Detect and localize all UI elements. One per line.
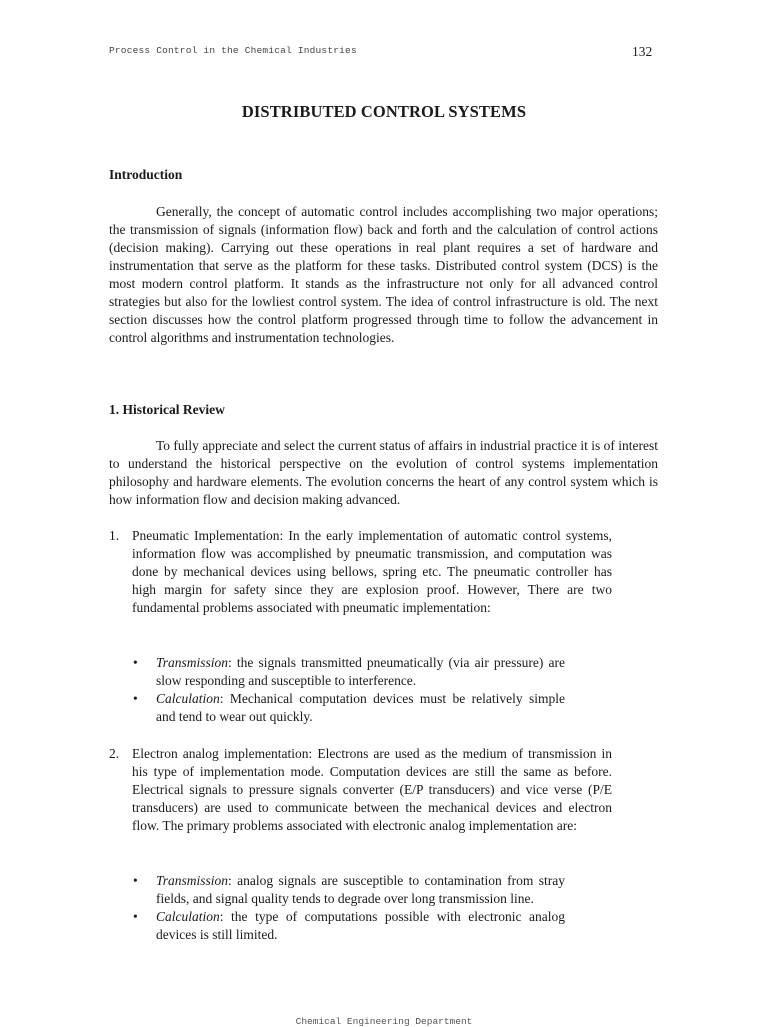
list-item-text: Electron analog implementation: Electrons are used as the medium of transmission in his type of implementation mode. Computation devices are still the same as before. Electrical signals to pressure signals converter (E/P transducers) and vice verse (P/E transducers) are used to communicate between the mechanical devices and electron flow. The primary problems associated with electronic analog implementation are: [132, 746, 612, 833]
page-footer: Chemical Engineering Department [295, 1016, 473, 1027]
bullet-text: : the type of computations possible with electronic analog devices is still limited. [156, 909, 565, 942]
bullet-item [133, 872, 565, 908]
section-heading-historical-review: 1. Historical Review [109, 402, 225, 417]
bullet-list [133, 872, 565, 944]
list-item [109, 745, 612, 835]
bullet-text: : analog signals are susceptible to contamination from stray fields, and signal quality tends to degrade over long transmission line. [156, 873, 565, 906]
list-item-text: Pneumatic Implementation: In the early implementation of automatic control systems, information flow was accomplished by pneumatic transmission, and computation was done by mechanical devices using bellows, spring etc. The pneumatic controller has high margin for safety since they are explosion proof. However, There are two fundamental problems associated with pneumatic implementation: [132, 528, 612, 615]
bullet-term: Transmission [156, 873, 229, 888]
bullet-icon: • [133, 655, 138, 670]
bullet-item [133, 908, 565, 944]
bullet-icon: • [133, 873, 138, 888]
bullet-icon: • [133, 909, 138, 924]
list-item-number: 2. [109, 746, 120, 761]
page-number: 132 [632, 44, 653, 59]
bullet-term: Transmission [156, 655, 229, 670]
bullet-text: : Mechanical computation devices must be relatively simple and tend to wear out quickly. [156, 691, 565, 724]
bullet-item [133, 690, 565, 726]
list-item-number: 1. [109, 528, 120, 543]
bullet-text: : the signals transmitted pneumatically (via air pressure) are slow responding and susceptible to interference. [156, 655, 565, 688]
bullet-list [133, 654, 565, 726]
bullet-item [133, 654, 565, 690]
list-item [109, 527, 612, 617]
historical-review-paragraph: To fully appreciate and select the current status of affairs in industrial practice it is of interest to understand the historical perspective on the evolution of control systems implementation philosophy and hardware elements. The evolution concerns the heart of any control system which is how information flow and decision making advanced. [109, 438, 658, 507]
bullet-term: Calculation [156, 691, 220, 706]
page-title: DISTRIBUTED CONTROL SYSTEMS [241, 102, 527, 121]
running-header-title: Process Control in the Chemical Industries [109, 45, 357, 56]
bullet-icon: • [133, 691, 138, 706]
introduction-paragraph: Generally, the concept of automatic control includes accomplishing two major operations; the transmission of signals (information flow) back and forth and the calculation of control actions (decision making). Carrying out these operations in real plant requires a set of hardware and instrumentation that serve as the platform for these tasks. Distributed control system (DCS) is the most modern control platform. It stands as the infrastructure not only for all advanced control strategies but also for the lowliest control system. The idea of control infrastructure is old. The next section discusses how the control platform progressed through time to follow the advancement in control algorithms and instrumentation technologies. [109, 204, 658, 345]
bullet-term: Calculation [156, 909, 220, 924]
section-heading-introduction: Introduction [109, 167, 183, 182]
